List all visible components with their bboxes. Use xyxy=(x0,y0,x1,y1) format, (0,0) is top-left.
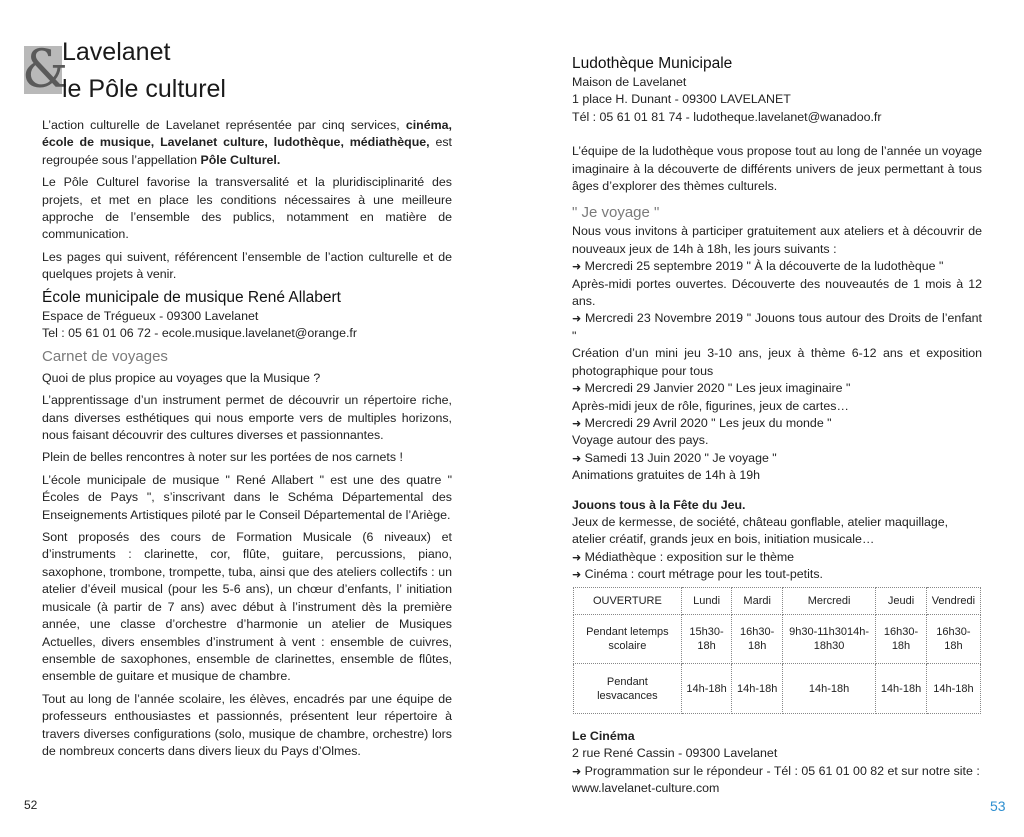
title-line-2: le Pôle culturel xyxy=(62,75,226,103)
event-detail: Après-midi jeux de rôle, figurines, jeux de cartes… xyxy=(572,398,849,413)
header-cell: Mardi xyxy=(732,588,783,615)
opening-hours-table xyxy=(573,587,981,714)
intro-paragraph-2: Le Pôle Culturel favorise la transversalité et la pluridisciplinarité des projets, et met en place les conditions nécessaires à une meilleure approche de l’ensemble des publics, notamment en matière de communication. xyxy=(42,175,452,242)
intro-paragraph-3: Les pages qui suivent, référencent l’ensemble de l’action culturelle et de quelques projets à venir. xyxy=(42,249,452,282)
school-contact: Tel : 05 61 01 06 72 - ecole.musique.lavelanet@orange.fr xyxy=(42,326,357,341)
table-cell: 9h30-11h3014h-18h30 xyxy=(783,615,876,664)
opening-hours-table-wrap xyxy=(573,587,981,714)
event-detail: Création d’un mini jeu 3-10 ans, jeux à thème 6-12 ans et exposition photographique pour tous xyxy=(572,346,982,378)
ludotheque-contact: Tél : 05 61 01 81 74 - ludotheque.lavelanet@wanadoo.fr xyxy=(572,109,882,124)
cinema-program xyxy=(572,763,992,780)
fete-text: Jeux de kermesse, de société, château gonflable, atelier maquillage, atelier créatif, grands jeux en bois, initiation musicale… xyxy=(572,514,949,547)
arrow-icon: ➜ xyxy=(572,382,582,396)
event-detail: Après-midi portes ouvertes. Découverte des nouveautés de 1 mois à 12 ans. xyxy=(572,276,982,309)
event-item xyxy=(572,310,982,380)
header-cell: Mercredi xyxy=(783,588,876,615)
table-row xyxy=(574,664,981,714)
header-cell: Vendredi xyxy=(926,588,980,615)
header-cell: OUVERTURE xyxy=(574,588,682,615)
event-item xyxy=(572,380,982,415)
ludotheque-invite: Nous vous invitons à participer gratuitement aux ateliers et à découvrir de nouveaux jeux de 14h à 18h, les jours suivants : xyxy=(572,224,982,256)
arrow-icon: ➜ xyxy=(572,568,582,582)
table-cell: 14h-18h xyxy=(876,664,927,714)
fete-item xyxy=(572,549,982,566)
school-paragraph-3: Plein de belles rencontres à noter sur les portées de nos carnets ! xyxy=(42,450,403,465)
cinema-program-text: Programmation sur le répondeur - Tél : 05 61 01 00 82 et sur notre site : xyxy=(584,763,980,778)
event-detail: Voyage autour des pays. xyxy=(572,433,709,448)
arrow-icon: ➜ xyxy=(572,416,582,430)
arrow-icon: ➜ xyxy=(572,550,582,564)
cinema-website-link[interactable]: www.lavelanet-culture.com xyxy=(572,781,720,796)
title-line-1: Lavelanet xyxy=(62,38,171,66)
arrow-icon: ➜ xyxy=(572,260,582,274)
ludotheque-title: Ludothèque Municipale xyxy=(572,55,733,72)
page-title xyxy=(62,34,226,108)
event-title: Mercredi 23 Novembre 2019 " Jouons tous autour des Droits de l’enfant " xyxy=(572,311,982,343)
school-paragraph-1: Quoi de plus propice au voyages que la Musique ? xyxy=(42,370,321,385)
event-title: Samedi 13 Juin 2020 " Je voyage " xyxy=(584,450,777,465)
table-cell: 16h30-18h xyxy=(876,615,927,664)
event-title: Mercredi 29 Janvier 2020 " Les jeux imaginaire " xyxy=(584,381,851,396)
row-label: Pendant letemps scolaire xyxy=(574,615,682,664)
table-header-row xyxy=(574,588,981,615)
ludotheque-intro: L’équipe de la ludothèque vous propose tout au long de l’année un voyage imaginaire à la découverte de différents univers de jeux permettant à tous âges d’explorer des thèmes culturels. xyxy=(572,144,982,194)
header-cell: Lundi xyxy=(681,588,732,615)
table-cell: 14h-18h xyxy=(732,664,783,714)
ludotheque-section xyxy=(572,54,982,584)
ludotheque-address-1: Maison de Lavelanet xyxy=(572,75,687,89)
school-address: Espace de Trégueux - 09300 Lavelanet xyxy=(42,309,259,323)
arrow-icon: ➜ xyxy=(572,312,582,326)
ludotheque-subtitle: " Je voyage " xyxy=(572,204,660,222)
ampersand-logo: & xyxy=(22,40,69,100)
cinema-address: 2 rue René Cassin - 09300 Lavelanet xyxy=(572,746,778,761)
cinema-title: Le Cinéma xyxy=(572,729,635,743)
page-number-left: 52 xyxy=(24,798,38,812)
fete-item xyxy=(572,566,982,583)
music-school-section xyxy=(42,288,452,765)
fete-du-jeu xyxy=(572,497,982,584)
school-paragraph-2: L’apprentissage d’un instrument permet de découvrir un répertoire riche, dans diverses esthétiques qui nous emporte vers de multiples horizons, nous faisant découvrir des cultures diverses et passionnantes. xyxy=(42,393,452,443)
intro-paragraph-1: L’action culturelle de Lavelanet représentée par cinq services, cinéma, école de musique, Lavelanet culture, ludothèque, médiathèque, est regroupée sous l’appellation Pôle Culturel. xyxy=(42,118,452,167)
fete-item-text: Médiathèque : exposition sur le thème xyxy=(584,549,795,564)
right-page xyxy=(512,0,1024,837)
school-paragraph-4: L’école municipale de musique " René Allabert " est une des quatre " Écoles de Pays ", s’inscrivant dans le Schéma Départemental des Enseignements Artistiques piloté par le Conseil Départemental de l’Ariège. xyxy=(42,472,452,522)
table-cell: 14h-18h xyxy=(926,664,980,714)
table-cell: 15h30-18h xyxy=(681,615,732,664)
fete-title: Jouons tous à la Fête du Jeu. xyxy=(572,497,746,512)
event-detail: Animations gratuites de 14h à 19h xyxy=(572,468,761,483)
row-label: Pendant lesvacances xyxy=(574,664,682,714)
event-item xyxy=(572,450,982,485)
table-cell: 16h30-18h xyxy=(926,615,980,664)
school-paragraph-6: Tout au long de l’année scolaire, les élèves, encadrés par une équipe de professeurs enthousiastes et passionnés, présentent leur répertoire à travers diverses configurations (solo, musique de chambre, orchestre) lors de nombreux concerts dans divers lieux du Pays d’Olmes. xyxy=(42,691,452,758)
table-cell: 16h30-18h xyxy=(732,615,783,664)
header-cell: Jeudi xyxy=(876,588,927,615)
school-title: École municipale de musique René Allabert xyxy=(42,289,341,306)
arrow-icon: ➜ xyxy=(572,451,582,465)
event-title: Mercredi 25 septembre 2019 " À la découverte de la ludothèque " xyxy=(584,259,944,274)
event-title: Mercredi 29 Avril 2020 " Les jeux du monde " xyxy=(584,415,832,430)
cinema-section xyxy=(572,728,992,798)
event-item xyxy=(572,258,982,310)
event-item xyxy=(572,415,982,450)
page-number-right: 53 xyxy=(990,798,1006,814)
school-paragraph-5: Sont proposés des cours de Formation Musicale (6 niveaux) et d’instruments : clarinette, cor, flûte, guitare, percussions, piano, saxophone, trombone, trompette, tuba, ainsi que des ateliers collectifs : un atelier d’éveil musical (pour les 5-6 ans), un chœur d’enfants, l’ initiation musicale (à partir de 7 ans) avec début à l’instrument dès la première année, une classe d’orchestre d’harmonie un atelier de Musiques Actuelles, divers ensembles d’instrument à vent : ensemble de cuivres, ensemble de saxophones, ensemble de clarinettes, ensemble de flûtes, ensemble de guitare et musique de chambre. xyxy=(42,530,452,684)
ludotheque-address-2: 1 place H. Dunant - 09300 LAVELANET xyxy=(572,92,791,107)
table-cell: 14h-18h xyxy=(783,664,876,714)
arrow-icon: ➜ xyxy=(572,764,582,778)
table-cell: 14h-18h xyxy=(681,664,732,714)
fete-item-text: Cinéma : court métrage pour les tout-petits. xyxy=(584,567,823,582)
school-subtitle: Carnet de voyages xyxy=(42,347,168,365)
intro-section xyxy=(42,117,452,289)
table-row xyxy=(574,615,981,664)
